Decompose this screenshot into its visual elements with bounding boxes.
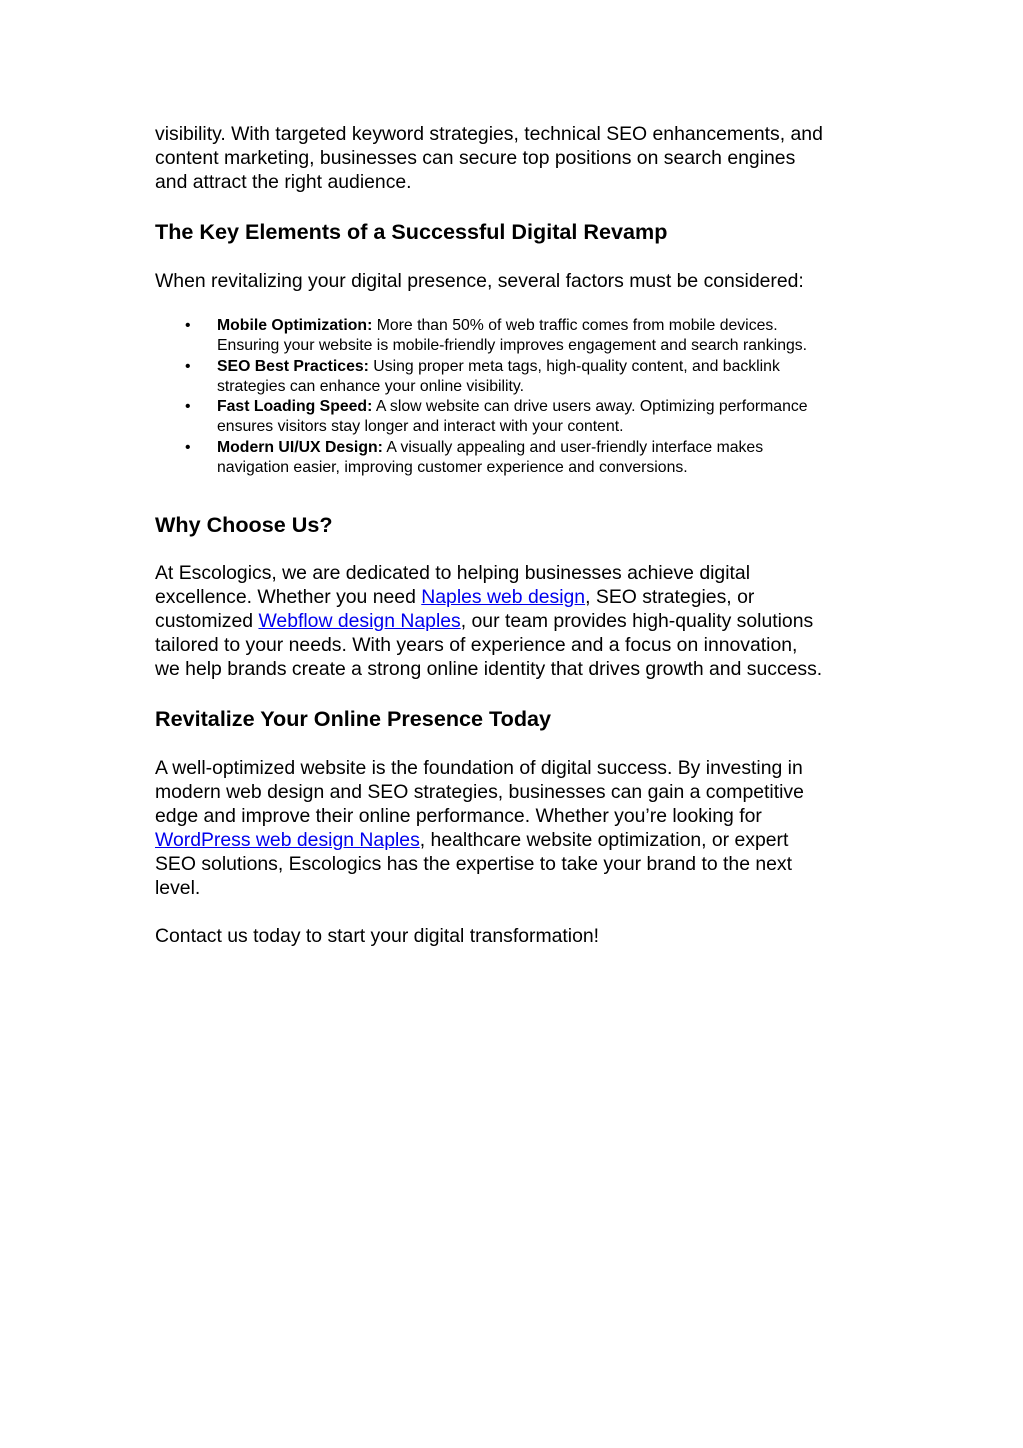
key-elements-list	[155, 316, 875, 478]
bullet-icon: •	[185, 357, 191, 375]
paragraph-text: customized	[155, 610, 259, 633]
list-item-title: Mobile Optimization:	[217, 317, 373, 334]
list-item-title: Fast Loading Speed:	[217, 398, 373, 416]
list-item-text-cont: navigation easier, improving customer experience and conversions.	[217, 459, 688, 477]
paragraph-line: modern web design and SEO strategies, businesses can gain a competitive	[155, 781, 804, 804]
bullet-icon: •	[185, 398, 191, 416]
revitalize-paragraph	[155, 756, 875, 900]
paragraph-line: At Escologics, we are dedicated to helping businesses achieve digital	[155, 562, 751, 585]
paragraph-line: A well-optimized website is the foundation of digital success. By investing in	[155, 757, 803, 780]
webflow-design-naples-link[interactable]: Webflow design Naples	[258, 610, 461, 633]
bullet-icon: •	[185, 438, 191, 456]
bullet-icon: •	[185, 317, 191, 334]
paragraph-text: , our team provides high-quality solutions	[460, 610, 814, 633]
list-item-text: More than 50% of web traffic comes from mobile devices.	[372, 317, 778, 334]
paragraph-line: SEO solutions, Escologics has the expertise to take your brand to the next	[155, 853, 793, 876]
section-heading-why-choose-us: Why Choose Us?	[155, 512, 333, 538]
naples-web-design-link[interactable]: Naples web design	[421, 586, 586, 609]
paragraph-text: , SEO strategies, or	[585, 586, 755, 609]
intro-line-2: content marketing, businesses can secure top positions on search engines	[155, 147, 796, 169]
closing-call-to-action: Contact us today to start your digital transformation!	[155, 925, 600, 948]
section-heading-revitalize: Revitalize Your Online Presence Today	[155, 706, 552, 732]
list-item-title: SEO Best Practices:	[217, 357, 369, 375]
list-item-text: A visually appealing and user-friendly interface makes	[382, 438, 764, 456]
list-item-text-cont: Ensuring your website is mobile-friendly improves engagement and search rankings.	[217, 337, 808, 355]
document-page	[155, 122, 875, 948]
list-item-title: Modern UI/UX Design:	[217, 438, 383, 456]
paragraph-text: excellence. Whether you need	[155, 586, 422, 609]
key-elements-lead: When revitalizing your digital presence, several factors must be considered:	[155, 270, 804, 292]
paragraph-line: we help brands create a strong online identity that drives growth and success.	[155, 658, 823, 681]
wordpress-web-design-naples-link[interactable]: WordPress web design Naples	[155, 829, 420, 852]
section-heading-key-elements: The Key Elements of a Successful Digital Revamp	[155, 219, 668, 244]
paragraph-line: tailored to your needs. With years of experience and a focus on innovation,	[155, 634, 798, 657]
intro-line-3: and attract the right audience.	[155, 171, 412, 193]
paragraph-line: edge and improve their online performance. Whether you’re looking for	[155, 805, 762, 828]
list-item-text-cont: ensures visitors stay longer and interact with your content.	[217, 418, 624, 436]
list-item	[155, 357, 875, 398]
paragraph-line: level.	[155, 877, 201, 900]
list-item-text-cont: strategies can enhance your online visibility.	[217, 377, 525, 395]
intro-line-1: visibility. With targeted keyword strategies, technical SEO enhancements, and	[155, 123, 823, 145]
why-choose-us-paragraph	[155, 561, 875, 681]
list-item	[155, 316, 875, 357]
list-item	[155, 438, 875, 479]
paragraph-text: , healthcare website optimization, or expert	[419, 829, 789, 852]
list-item-text: Using proper meta tags, high-quality content, and backlink	[368, 357, 780, 375]
list-item-text: A slow website can drive users away. Optimizing performance	[372, 398, 808, 416]
intro-paragraph	[155, 122, 875, 194]
list-item	[155, 397, 875, 438]
